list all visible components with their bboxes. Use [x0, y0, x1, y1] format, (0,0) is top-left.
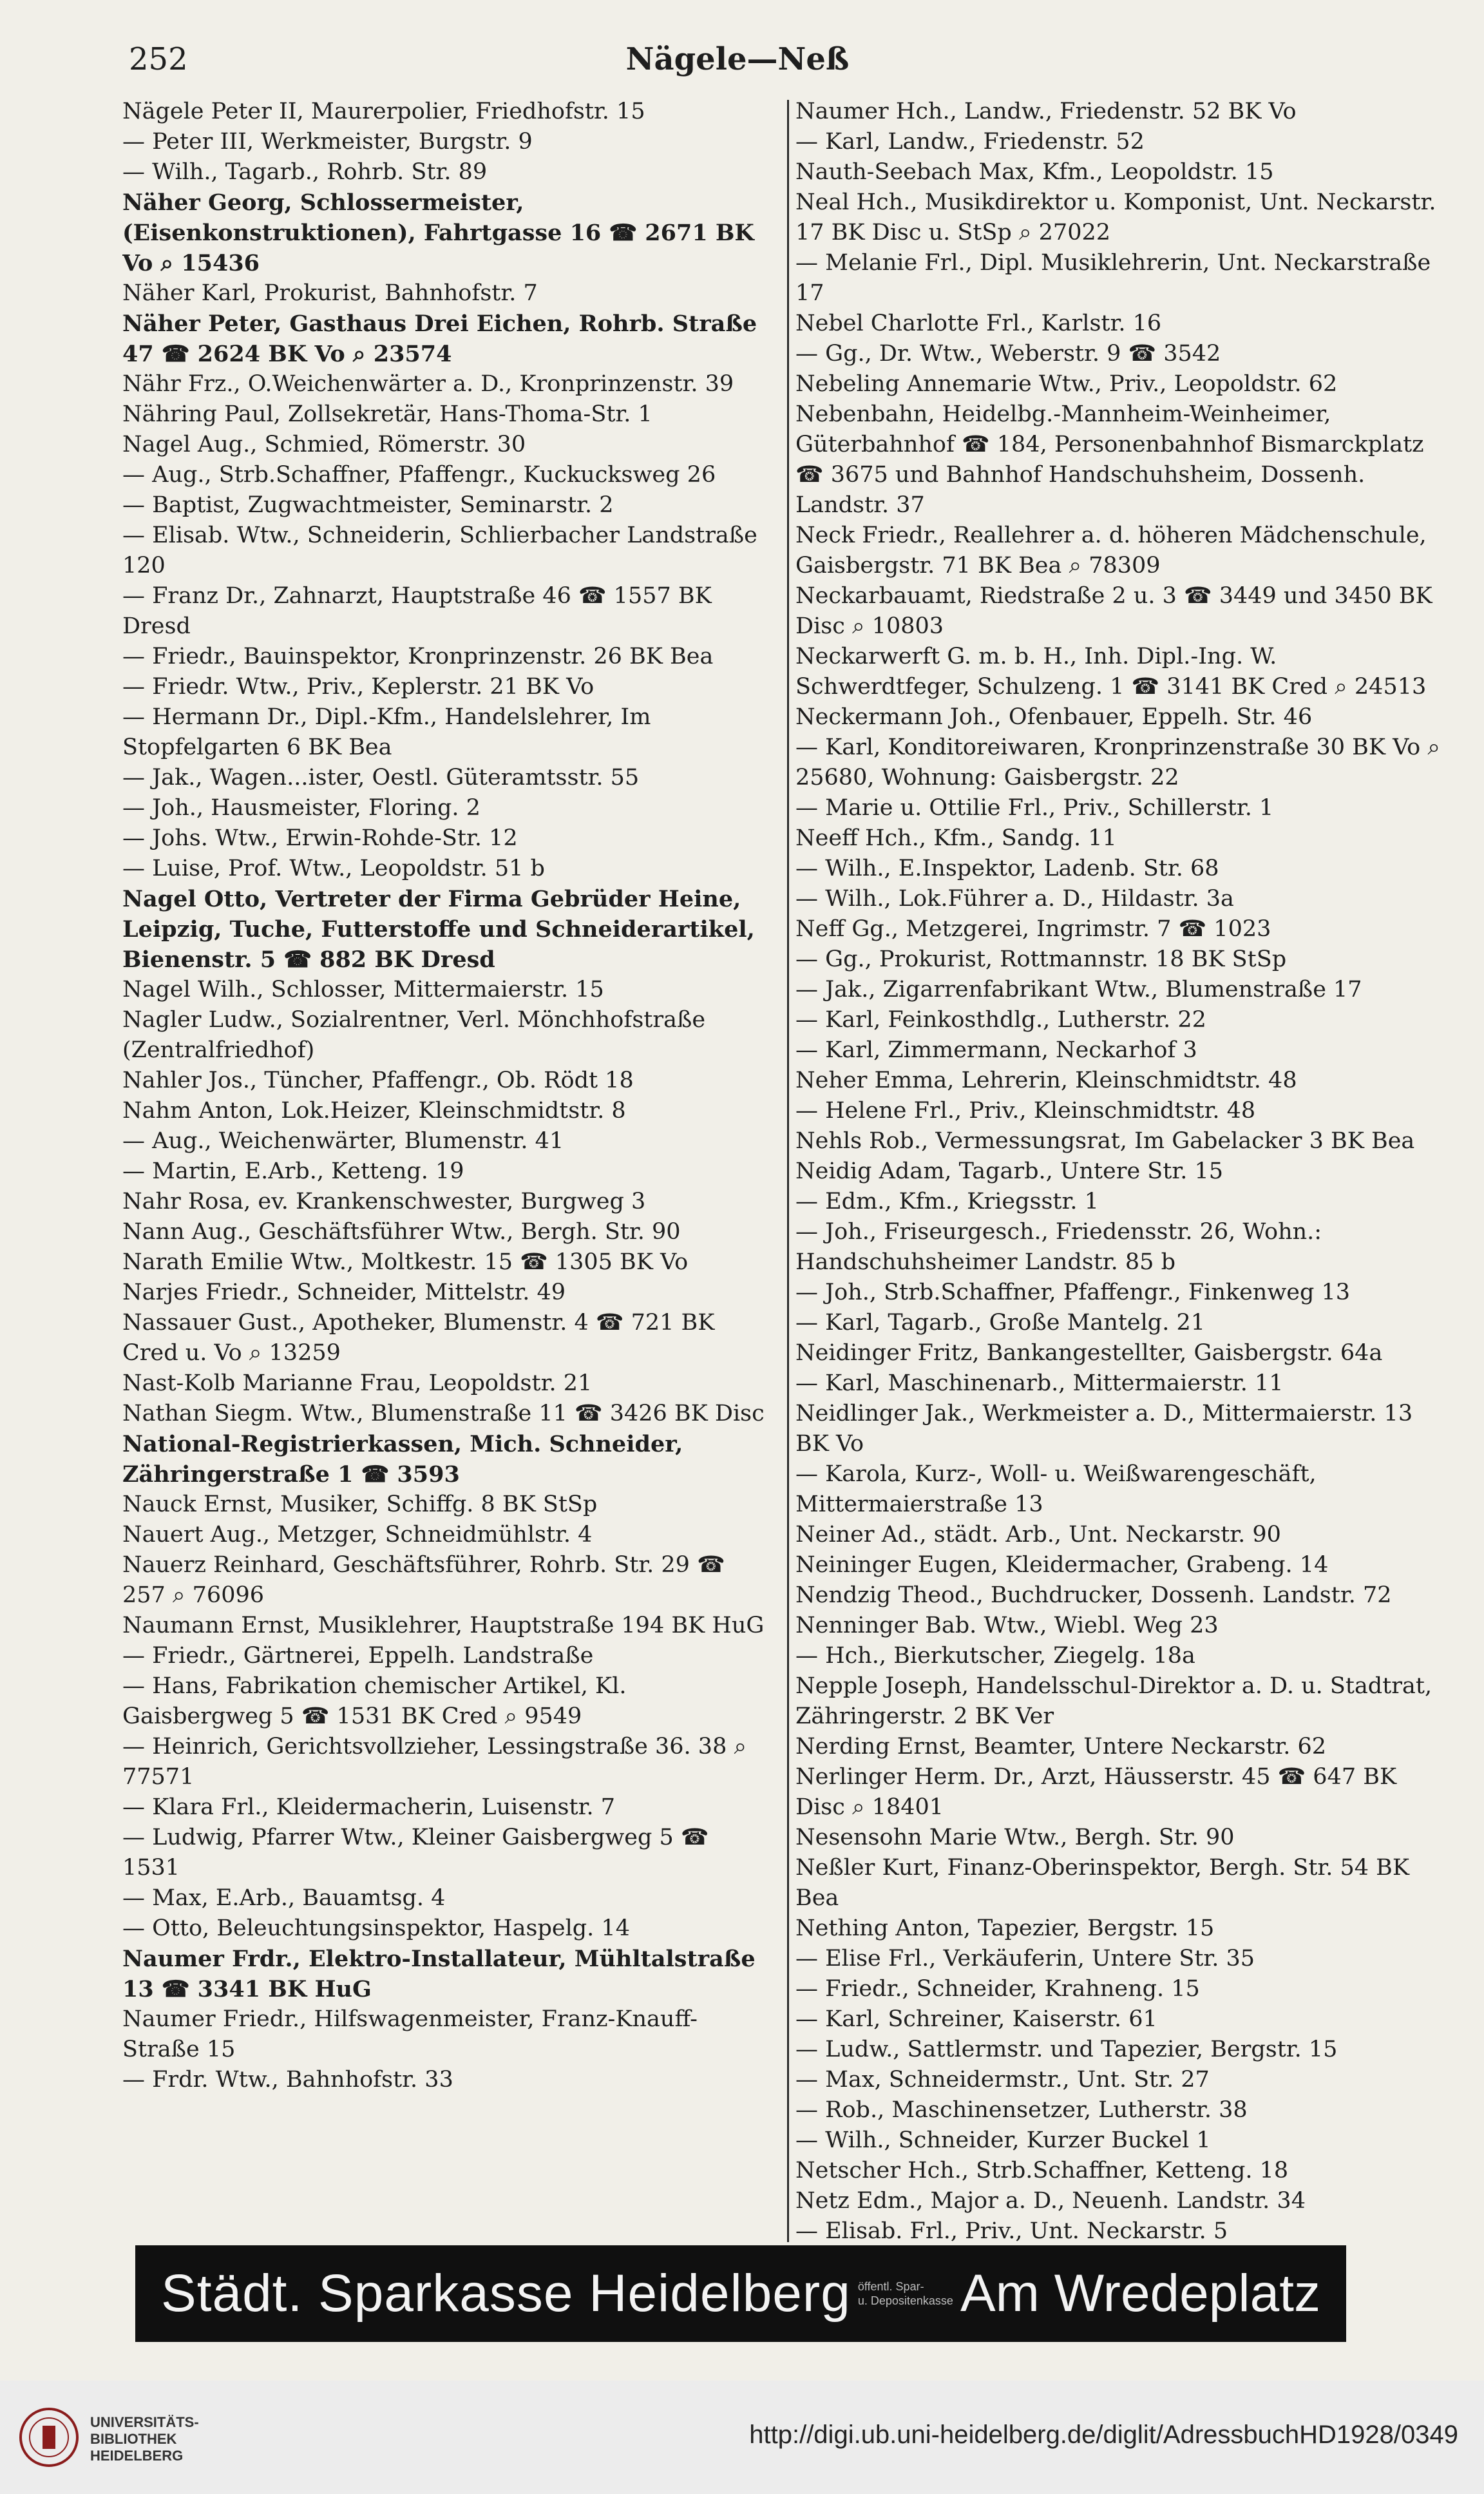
directory-entry: — Hans, Fabrikation chemischer Artikel, Kl. Gaisbergweg 5 ☎ 1531 BK Cred ⌕ 9549 — [122, 1673, 627, 1729]
directory-entry: Neckarwerft G. m. b. H., Inh. Dipl.-Ing. W. Schwerdtfeger, Schulzeng. 1 ☎ 3141 BK Cred ⌕ 24513 — [795, 644, 1427, 700]
directory-entry: — Johs. Wtw., Erwin-Rohde-Str. 12 — [122, 825, 518, 851]
directory-entry: Nauert Aug., Metzger, Schneidmühlstr. 4 — [122, 1522, 593, 1548]
directory-entry: Nast-Kolb Marianne Frau, Leopoldstr. 21 — [122, 1370, 593, 1396]
directory-entry: — Wilh., Tagarb., Rohrb. Str. 89 — [122, 159, 488, 185]
directory-entry: Neiner Ad., städt. Arb., Unt. Neckarstr. 90 — [795, 1522, 1281, 1548]
directory-entry: — Karl, Konditoreiwaren, Kronprinzenstraße 30 BK Vo ⌕ 25680, Wohnung: Gaisbergstr. 22 — [795, 734, 1440, 791]
directory-entry: Nagel Otto, Vertreter der Firma Gebrüder Heine, Leipzig, Tuche, Futterstoffe und Schneiderartikel, Bienenstr. 5 ☎ 882 BK Dresd — [122, 886, 755, 973]
directory-entry: — Max, E.Arb., Bauamtsg. 4 — [122, 1885, 446, 1911]
directory-entry: — Hermann Dr., Dipl.-Kfm., Handelslehrer, Im Stopfelgarten 6 BK Bea — [122, 704, 651, 760]
directory-entry: — Gg., Dr. Wtw., Weberstr. 9 ☎ 3542 — [795, 341, 1221, 367]
directory-entry: Naumer Friedr., Hilfswagenmeister, Franz-Knauff-Straße 15 — [122, 2006, 698, 2062]
banner-address: Am Wredeplatz — [960, 2264, 1320, 2323]
directory-entry: Neck Friedr., Reallehrer a. d. höheren Mädchenschule, Gaisbergstr. 71 BK Bea ⌕ 78309 — [795, 523, 1427, 579]
directory-entry: Näher Georg, Schlossermeister, (Eisenkonstruktionen), Fahrtgasse 16 ☎ 2671 BK Vo ⌕ 15436 — [122, 189, 754, 276]
directory-entry: Näher Karl, Prokurist, Bahnhofstr. 7 — [122, 280, 538, 306]
directory-entry: — Melanie Frl., Dipl. Musiklehrerin, Unt. Neckarstraße 17 — [795, 250, 1431, 306]
directory-entry: Nenninger Bab. Wtw., Wiebl. Weg 23 — [795, 1613, 1219, 1638]
directory-entry: Nerding Ernst, Beamter, Untere Neckarstr. 62 — [795, 1734, 1327, 1760]
banner-subtitle-line1: öffentl. Spar- — [857, 2280, 924, 2293]
directory-entry: — Friedr. Wtw., Priv., Keplerstr. 21 BK Vo — [122, 674, 595, 700]
directory-entry: — Joh., Hausmeister, Floring. 2 — [122, 795, 480, 821]
page-header — [129, 36, 1346, 88]
directory-entry: Neidlinger Jak., Werkmeister a. D., Mittermaierstr. 13 BK Vo — [795, 1401, 1413, 1457]
directory-entry: — Helene Frl., Priv., Kleinschmidtstr. 48 — [795, 1098, 1256, 1124]
directory-entry: — Friedr., Schneider, Krahneng. 15 — [795, 1976, 1200, 2002]
advertisement-banner — [135, 2245, 1346, 2342]
directory-entry: Nassauer Gust., Apotheker, Blumenstr. 4 ☎ 721 BK Cred u. Vo ⌕ 13259 — [122, 1310, 715, 1366]
directory-entry: Neher Emma, Lehrerin, Kleinschmidtstr. 48 — [795, 1068, 1297, 1093]
directory-entry: — Ludwig, Pfarrer Wtw., Kleiner Gaisbergweg 5 ☎ 1531 — [122, 1825, 709, 1881]
directory-entry: Nepple Joseph, Handelsschul-Direktor a. D. u. Stadtrat, Zähringerstr. 2 BK Ver — [795, 1673, 1432, 1729]
directory-entry: Naumer Hch., Landw., Friedenstr. 52 BK Vo — [795, 99, 1297, 124]
directory-entry: — Aug., Weichenwärter, Blumenstr. 41 — [122, 1128, 564, 1154]
directory-entry: — Gg., Prokurist, Rottmannstr. 18 BK StSp — [795, 946, 1287, 972]
directory-entry: Netscher Hch., Strb.Schaffner, Ketteng. 18 — [795, 2158, 1289, 2183]
directory-entry: — Joh., Strb.Schaffner, Pfaffengr., Finkenweg 13 — [795, 1280, 1351, 1305]
directory-entry: Nähring Paul, Zollsekretär, Hans-Thoma-Str. 1 — [122, 401, 652, 427]
banner-subtitle — [858, 2279, 953, 2308]
directory-entry: Nebeling Annemarie Wtw., Priv., Leopoldstr. 62 — [795, 371, 1338, 397]
directory-entry: Neckermann Joh., Ofenbauer, Eppelh. Str. 46 — [795, 704, 1313, 730]
page-number: 252 — [129, 41, 188, 77]
directory-entry: Nerlinger Herm. Dr., Arzt, Häusserstr. 45 ☎ 647 BK Disc ⌕ 18401 — [795, 1764, 1397, 1820]
directory-entry: Nauth-Seebach Max, Kfm., Leopoldstr. 15 — [795, 159, 1274, 185]
column-divider — [787, 100, 789, 2242]
directory-entry: — Friedr., Gärtnerei, Eppelh. Landstraße — [122, 1643, 594, 1669]
directory-entry: — Ludw., Sattlermstr. und Tapezier, Bergstr. 15 — [795, 2037, 1338, 2062]
directory-entry: — Friedr., Bauinspektor, Kronprinzenstr. 26 BK Bea — [122, 644, 714, 669]
running-head: Nägele—Neß — [625, 41, 850, 77]
directory-entry: Nething Anton, Tapezier, Bergstr. 15 — [795, 1915, 1215, 1941]
directory-entry: Nebel Charlotte Frl., Karlstr. 16 — [795, 311, 1162, 336]
directory-entry: — Elisab. Wtw., Schneiderin, Schlierbacher Landstraße 120 — [122, 523, 757, 579]
library-name-line3: HEIDELBERG — [90, 2448, 184, 2464]
directory-entry: — Peter III, Werkmeister, Burgstr. 9 — [122, 129, 533, 155]
directory-entry: Nann Aug., Geschäftsführer Wtw., Bergh. Str. 90 — [122, 1219, 681, 1245]
directory-entry: Narath Emilie Wtw., Moltkestr. 15 ☎ 1305 BK Vo — [122, 1249, 689, 1275]
directory-entry: Narjes Friedr., Schneider, Mittelstr. 49 — [122, 1280, 566, 1305]
directory-entry: — Max, Schneidermstr., Unt. Str. 27 — [795, 2067, 1210, 2093]
directory-entry: National-Registrierkassen, Mich. Schneider, Zähringerstraße 1 ☎ 3593 — [122, 1431, 683, 1488]
directory-entry: Näher Peter, Gasthaus Drei Eichen, Rohrb. Straße 47 ☎ 2624 BK Vo ⌕ 23574 — [122, 311, 757, 367]
directory-entry: Neff Gg., Metzgerei, Ingrimstr. 7 ☎ 1023 — [795, 916, 1271, 942]
directory-entry: — Karl, Feinkosthdlg., Lutherstr. 22 — [795, 1007, 1206, 1033]
directory-entry: — Edm., Kfm., Kriegsstr. 1 — [795, 1189, 1099, 1214]
directory-entry: — Karl, Landw., Friedenstr. 52 — [795, 129, 1145, 155]
directory-entry: — Jak., Zigarrenfabrikant Wtw., Blumenstraße 17 — [795, 977, 1362, 1002]
directory-entry: — Karl, Schreiner, Kaiserstr. 61 — [795, 2006, 1157, 2032]
directory-entry: — Rob., Maschinensetzer, Lutherstr. 38 — [795, 2097, 1248, 2123]
directory-entry: — Otto, Beleuchtungsinspektor, Haspelg. 14 — [122, 1915, 630, 1941]
directory-entry: Nebenbahn, Heidelbg.-Mannheim-Weinheimer, Güterbahnhof ☎ 184, Personenbahnhof Bismarckplatz ☎ 3675 und Bahnhof Handschuhsheim, Dossenh. Landstr. 37 — [795, 401, 1424, 518]
directory-entry: Neeff Hch., Kfm., Sandg. 11 — [795, 825, 1117, 851]
directory-entry: Neidig Adam, Tagarb., Untere Str. 15 — [795, 1158, 1224, 1184]
directory-entry: — Heinrich, Gerichtsvollzieher, Lessingstraße 36. 38 ⌕ 77571 — [122, 1734, 747, 1790]
directory-entry: — Aug., Strb.Schaffner, Pfaffengr., Kuckucksweg 26 — [122, 462, 716, 488]
directory-entry: — Martin, E.Arb., Ketteng. 19 — [122, 1158, 464, 1184]
directory-entry: Naumer Frdr., Elektro-Installateur, Mühltalstraße 13 ☎ 3341 BK HuG — [122, 1946, 756, 2002]
directory-entry: Naumann Ernst, Musiklehrer, Hauptstraße 194 BK HuG — [122, 1613, 765, 1638]
library-name-line2: BIBLIOTHEK — [90, 2431, 177, 2447]
directory-entry: — Luise, Prof. Wtw., Leopoldstr. 51 b — [122, 856, 545, 881]
directory-entry: — Wilh., Lok.Führer a. D., Hildastr. 3a — [795, 886, 1234, 912]
directory-entry: Nagel Wilh., Schlosser, Mittermaierstr. 15 — [122, 977, 604, 1002]
directory-entry: Nauck Ernst, Musiker, Schiffg. 8 BK StSp — [122, 1492, 598, 1517]
banner-subtitle-line2: u. Depositenkasse — [857, 2294, 953, 2307]
directory-entry: — Marie u. Ottilie Frl., Priv., Schillerstr. 1 — [795, 795, 1274, 821]
directory-entry: Nesensohn Marie Wtw., Bergh. Str. 90 — [795, 1825, 1235, 1850]
directory-entry: — Elise Frl., Verkäuferin, Untere Str. 35 — [795, 1946, 1255, 1971]
directory-entry: — Franz Dr., Zahnarzt, Hauptstraße 46 ☎ 1557 BK Dresd — [122, 583, 712, 639]
directory-entry: — Joh., Friseurgesch., Friedensstr. 26, Wohn.: Handschuhsheimer Landstr. 85 b — [795, 1219, 1322, 1275]
directory-entry: Netz Edm., Major a. D., Neuenh. Landstr. 34 — [795, 2188, 1306, 2214]
directory-entry: — Karl, Tagarb., Große Mantelg. 21 — [795, 1310, 1205, 1336]
directory-entry: Nägele Peter II, Maurerpolier, Friedhofstr. 15 — [122, 99, 645, 124]
directory-entry: Nathan Siegm. Wtw., Blumenstraße 11 ☎ 3426 BK Disc — [122, 1401, 765, 1426]
library-name — [90, 2414, 199, 2464]
university-seal-icon — [18, 2406, 80, 2468]
directory-entry: — Wilh., E.Inspektor, Ladenb. Str. 68 — [795, 856, 1219, 881]
directory-entry: Nahr Rosa, ev. Krankenschwester, Burgweg 3 — [122, 1189, 646, 1214]
directory-entry: — Klara Frl., Kleidermacherin, Luisenstr. 7 — [122, 1794, 615, 1820]
right-column — [795, 97, 1445, 2242]
directory-entry: — Karl, Maschinenarb., Mittermaierstr. 11 — [795, 1370, 1284, 1396]
directory-entry: Nahm Anton, Lok.Heizer, Kleinschmidtstr. 8 — [122, 1098, 626, 1124]
directory-entry: — Karola, Kurz-, Woll- u. Weißwarengeschäft, Mittermaierstraße 13 — [795, 1461, 1317, 1517]
digitization-footer — [0, 2381, 1484, 2494]
directory-entry: — Wilh., Schneider, Kurzer Buckel 1 — [795, 2127, 1211, 2153]
directory-entry: Nagler Ludw., Sozialrentner, Verl. Mönchhofstraße (Zentralfriedhof) — [122, 1007, 706, 1063]
directory-entry: — Elisab. Frl., Priv., Unt. Neckarstr. 5 — [795, 2218, 1228, 2242]
directory-entry: — Frdr. Wtw., Bahnhofstr. 33 — [122, 2067, 453, 2093]
directory-entry: — Jak., Wagen...ister, Oestl. Güteramtsstr. 55 — [122, 765, 640, 791]
directory-entry: Nähr Frz., O.Weichenwärter a. D., Kronprinzenstr. 39 — [122, 371, 734, 397]
directory-entry: Neidinger Fritz, Bankangestellter, Gaisbergstr. 64a — [795, 1340, 1383, 1366]
directory-entry: Neininger Eugen, Kleidermacher, Grabeng. 14 — [795, 1552, 1329, 1578]
directory-entry: Nehls Rob., Vermessungsrat, Im Gabelacker 3 BK Bea — [795, 1128, 1415, 1154]
directory-entry: — Karl, Zimmermann, Neckarhof 3 — [795, 1037, 1197, 1063]
directory-entry: Nahler Jos., Tüncher, Pfaffengr., Ob. Rödt 18 — [122, 1068, 634, 1093]
banner-sparkasse: Städt. Sparkasse Heidelberg — [161, 2264, 851, 2323]
directory-entry: Nagel Aug., Schmied, Römerstr. 30 — [122, 432, 526, 457]
directory-entry: — Baptist, Zugwachtmeister, Seminarstr. 2 — [122, 492, 614, 518]
directory-entry: — Hch., Bierkutscher, Ziegelg. 18a — [795, 1643, 1195, 1669]
directory-entry: Nauerz Reinhard, Geschäftsführer, Rohrb. Str. 29 ☎ 257 ⌕ 76096 — [122, 1552, 725, 1608]
library-name-line1: UNIVERSITÄTS- — [90, 2414, 199, 2430]
source-url-link[interactable]: http://digi.ub.uni-heidelberg.de/diglit/AdressbuchHD1928/0349 — [749, 2421, 1458, 2449]
directory-entry: Nendzig Theod., Buchdrucker, Dossenh. Landstr. 72 — [795, 1582, 1392, 1608]
left-column — [122, 97, 772, 2242]
directory-entry: Neal Hch., Musikdirektor u. Komponist, Unt. Neckarstr. 17 BK Disc u. StSp ⌕ 27022 — [795, 189, 1436, 245]
directory-entry: Neckarbauamt, Riedstraße 2 u. 3 ☎ 3449 und 3450 BK Disc ⌕ 10803 — [795, 583, 1432, 639]
directory-entry: Neßler Kurt, Finanz-Oberinspektor, Bergh. Str. 54 BK Bea — [795, 1855, 1410, 1911]
